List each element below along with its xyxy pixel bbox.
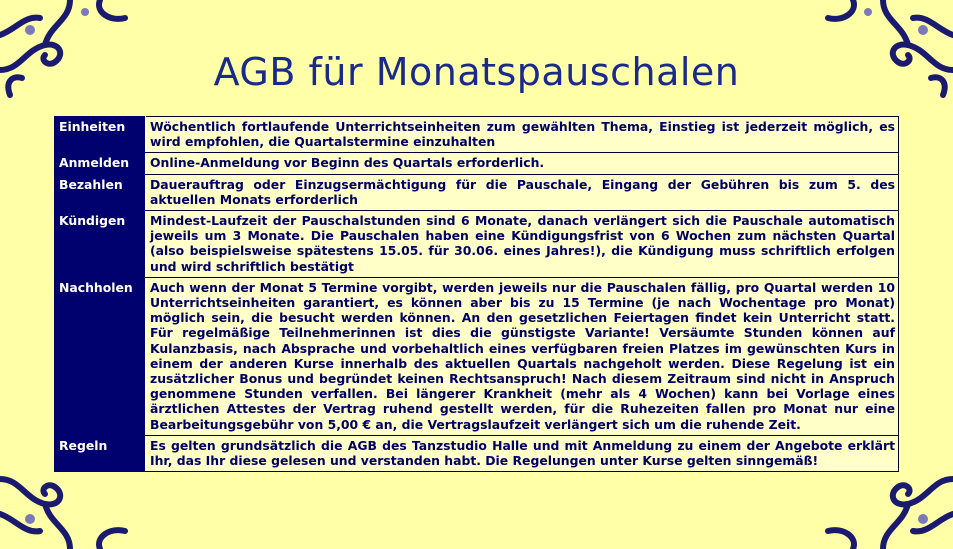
table-row — [55, 153, 899, 174]
row-text: Mindest-Laufzeit der Pauschalstunden sind 6 Monate, danach verlängert sich die Pauschale automatisch jeweils um 3 Monate. Die Pauschalen haben eine Kündigungsfrist von 6 Wochen zum nächsten Quartal (also beispielsweise spätestens 15.05. für 30.06. eines Jahres!), die Kündigung muss schriftlich erfolgen und wird schriftlich bestätigt — [146, 211, 899, 278]
row-label: Einheiten — [55, 117, 146, 153]
table-row — [55, 174, 899, 210]
table-row — [55, 117, 899, 153]
row-label: Nachholen — [55, 277, 146, 435]
table-row — [55, 435, 899, 471]
page-title: AGB für Monatspauschalen — [213, 50, 740, 94]
row-label: Kündigen — [55, 211, 146, 278]
row-label: Anmelden — [55, 153, 146, 174]
row-label: Bezahlen — [55, 174, 146, 210]
row-text: Online-Anmeldung vor Beginn des Quartals erforderlich. — [146, 153, 899, 174]
agb-table — [54, 116, 899, 472]
row-text: Dauerauftrag oder Einzugsermächtigung für die Pauschale, Eingang der Gebühren bis zum 5. des aktuellen Monats erforderlich — [146, 174, 899, 210]
table-row — [55, 277, 899, 435]
row-text: Wöchentlich fortlaufende Unterrichtseinheiten zum gewählten Thema, Einstieg ist jederzeit möglich, es wird empfohlen, die Quartalstermine einzuhalten — [146, 117, 899, 153]
row-text: Es gelten grundsätzlich die AGB des Tanzstudio Halle und mit Anmeldung zu einem der Angebote erklärt Ihr, das Ihr diese gelesen und verstanden habt. Die Regelungen unter Kurse gelten sinngemäß! — [146, 435, 899, 471]
row-text: Auch wenn der Monat 5 Termine vorgibt, werden jeweils nur die Pauschalen fällig, pro Quartal werden 10 Unterrichtseinheiten garantiert, es können aber bis zu 15 Termine (je nach Wochentage pro Monat) möglich sein, die besucht werden können. An den gesetzlichen Feiertagen findet kein Unterricht statt. Für regelmäßige Teilnehmerinnen ist dies die günstigste Variante! Versäumte Stunden können auf Kulanzbasis, nach Absprache und vorbehaltlich eines verfügbaren freien Platzes im gewünschten Kurs in einem der anderen Kurse innerhalb des aktuellen Quartals nachgeholt werden. Diese Regelung ist ein zusätzlicher Bonus und begründet keinen Rechtsanspruch! Nach diesem Zeitraum sind nicht in Anspruch genommene Stunden verfallen. Bei längerer Krankheit (mehr als 4 Wochen) kann bei Vorlage eines ärztlichen Attestes der Vertrag ruhend gestellt werden, für die Ruhezeiten fallen pro Monat nur eine Bearbeitungsgebühr von 5,00 € an, die Vertragslaufzeit verlängert sich um die ruhende Zeit. — [146, 277, 899, 435]
table-row — [55, 211, 899, 278]
row-label: Regeln — [55, 435, 146, 471]
